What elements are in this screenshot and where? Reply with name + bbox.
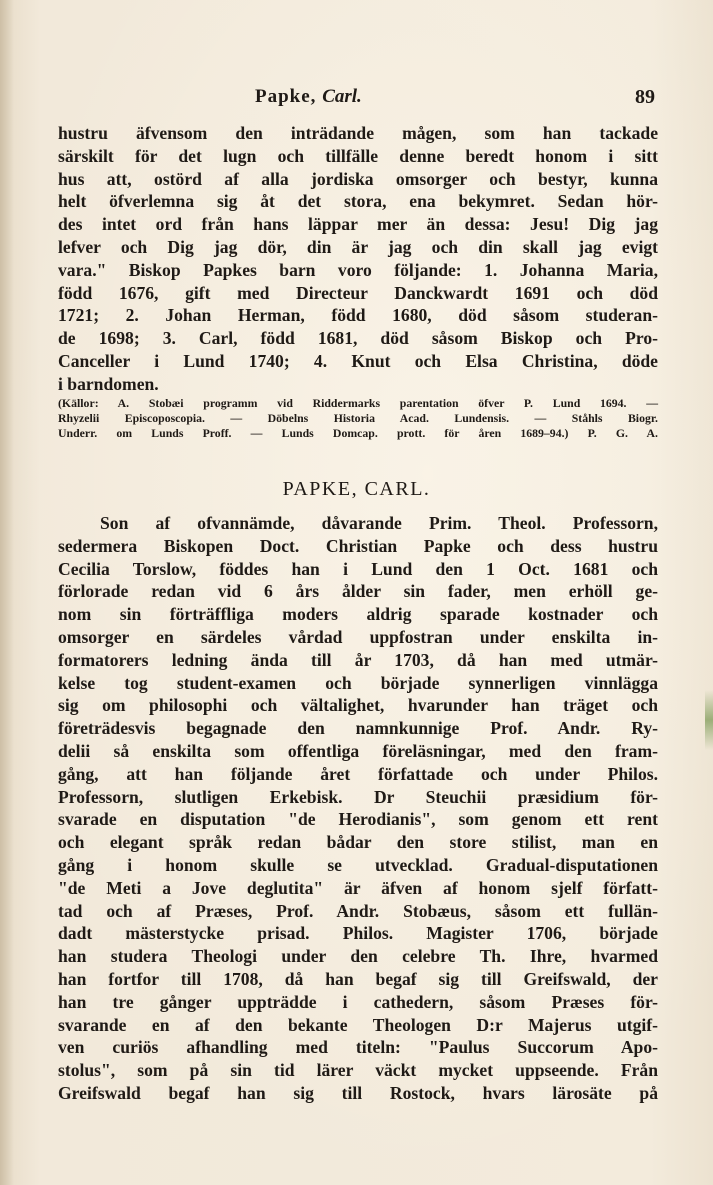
text-line: de 1698; 3. Carl, född 1681, död såsom Biskop och Pro-: [58, 328, 658, 349]
note-line: Underr. om Lunds Proff. — Lunds Domcap. prott. för åren 1689–94.) P. G. A.: [58, 426, 658, 440]
text-line: han tre gånger uppträdde i cathedern, såsom Præses för-: [58, 991, 658, 1012]
text-line: stolus", som på sin tid lärer väckt mycket uppseende. Från: [58, 1060, 658, 1081]
text-line: nom sin förträffliga moders aldrig sparade kostnader och: [58, 604, 658, 625]
text-line: svarade en disputation "de Herodianis", som genom ett rent: [58, 809, 658, 830]
text-line: han studera Theologi under den celebre Th. Ihre, hvarmed: [58, 946, 658, 967]
text-line: Cecilia Torslow, föddes han i Lund den 1 Oct. 1681 och: [58, 558, 658, 579]
text-line: född 1676, gift med Directeur Danckwardt 1691 och död: [58, 282, 658, 303]
text-line: lefver och Dig jag dör, din är jag och din skall jag evigt: [58, 236, 658, 257]
text-line: helt öfverlemna sig åt det stora, ena bekymret. Sedan hör-: [58, 191, 658, 212]
text-line: kelse tog student-examen och började synnerligen vinnlägga: [58, 672, 658, 693]
text-line: vara." Biskop Papkes barn voro följande: 1. Johanna Maria,: [58, 259, 658, 280]
text-line: och elegant språk redan bådar den store stilist, man en: [58, 832, 658, 853]
text-line: gång i honom skulle se utvecklad. Gradual-disputationen: [58, 854, 658, 875]
running-head-forename: Carl.: [322, 86, 362, 107]
page-number: 89: [635, 86, 655, 108]
text-line: förlorade redan vid 6 års ålder sin fader, men erhöll ge-: [58, 581, 658, 602]
text-line: omsorger en särdeles vårdad uppfostran under enskilta in-: [58, 626, 658, 647]
text-line: Son af ofvannämde, dåvarande Prim. Theol. Professorn,: [100, 513, 658, 533]
page-spine-shadow: [0, 0, 14, 1185]
text-line: sedermera Biskopen Doct. Christian Papke och dess hustru: [58, 535, 658, 556]
sources-note: [58, 396, 658, 441]
text-line: hustru äfvensom den inträdande mågen, som han tackade: [58, 123, 658, 143]
biography-paragraph: [58, 512, 658, 1105]
section-heading: PAPKE, CARL.: [282, 478, 431, 500]
text-line: Greifswald begaf han sig till Rostock, hvars lärosäte på: [58, 1082, 658, 1103]
note-line: Rhyzelii Episcoposcopia. — Döbelns Historia Acad. Lundensis. — Ståhls Biogr.: [58, 411, 658, 425]
note-line: (Källor: A. Stobæi programm vid Riddermarks parentation öfver P. Lund 1694. —: [58, 396, 658, 410]
text-line: sig om philosophi och vältalighet, hvarunder han träget och: [58, 695, 658, 716]
paragraph-continued: [58, 122, 658, 396]
page-header: [0, 86, 713, 116]
text-line: särskilt för det lugn och tillfälle denne beredt honom i sitt: [58, 145, 658, 166]
text-line: 1721; 2. Johan Herman, född 1680, död såsom studeran-: [58, 305, 658, 326]
text-line: delii så enskilta som offentliga föreläsningar, med den fram-: [58, 740, 658, 761]
text-line: des intet ord från hans läppar mer än dessa: Jesu! Dig jag: [58, 214, 658, 235]
running-head-name: Papke,: [255, 86, 317, 107]
text-line: ven curiös afhandling med titeln: "Paulus Succorum Apo-: [58, 1037, 658, 1058]
text-line: företrädesvis begagnade den namnkunnige Prof. Andr. Ry-: [58, 718, 658, 739]
text-line: hus att, ostörd af alla jordiska omsorger och bestyr, kunna: [58, 168, 658, 189]
text-line: "de Meti a Jove deglutita" är äfven af honom sjelf författ-: [58, 877, 658, 898]
text-line: dadt mästerstycke prisad. Philos. Magister 1706, började: [58, 923, 658, 944]
text-line: svarande en af den bekante Theologen D:r Majerus utgif-: [58, 1014, 658, 1035]
text-line: Canceller i Lund 1740; 4. Knut och Elsa Christina, döde: [58, 350, 658, 371]
text-line: tad och af Præses, Prof. Andr. Stobæus, såsom ett fullän-: [58, 900, 658, 921]
running-head: [255, 86, 362, 108]
page-edge-stain: [705, 690, 713, 750]
text-line: Professorn, slutligen Erkebisk. Dr Steuchii præsidium för-: [58, 786, 658, 807]
text-line: formatorers ledning ända till år 1703, då han med utmär-: [58, 649, 658, 670]
text-line: gång, att han följande året författade och under Philos.: [58, 763, 658, 784]
text-line: han fortfor till 1708, då han begaf sig till Greifswald, der: [58, 968, 658, 989]
text-line: i barndomen.: [58, 373, 159, 394]
